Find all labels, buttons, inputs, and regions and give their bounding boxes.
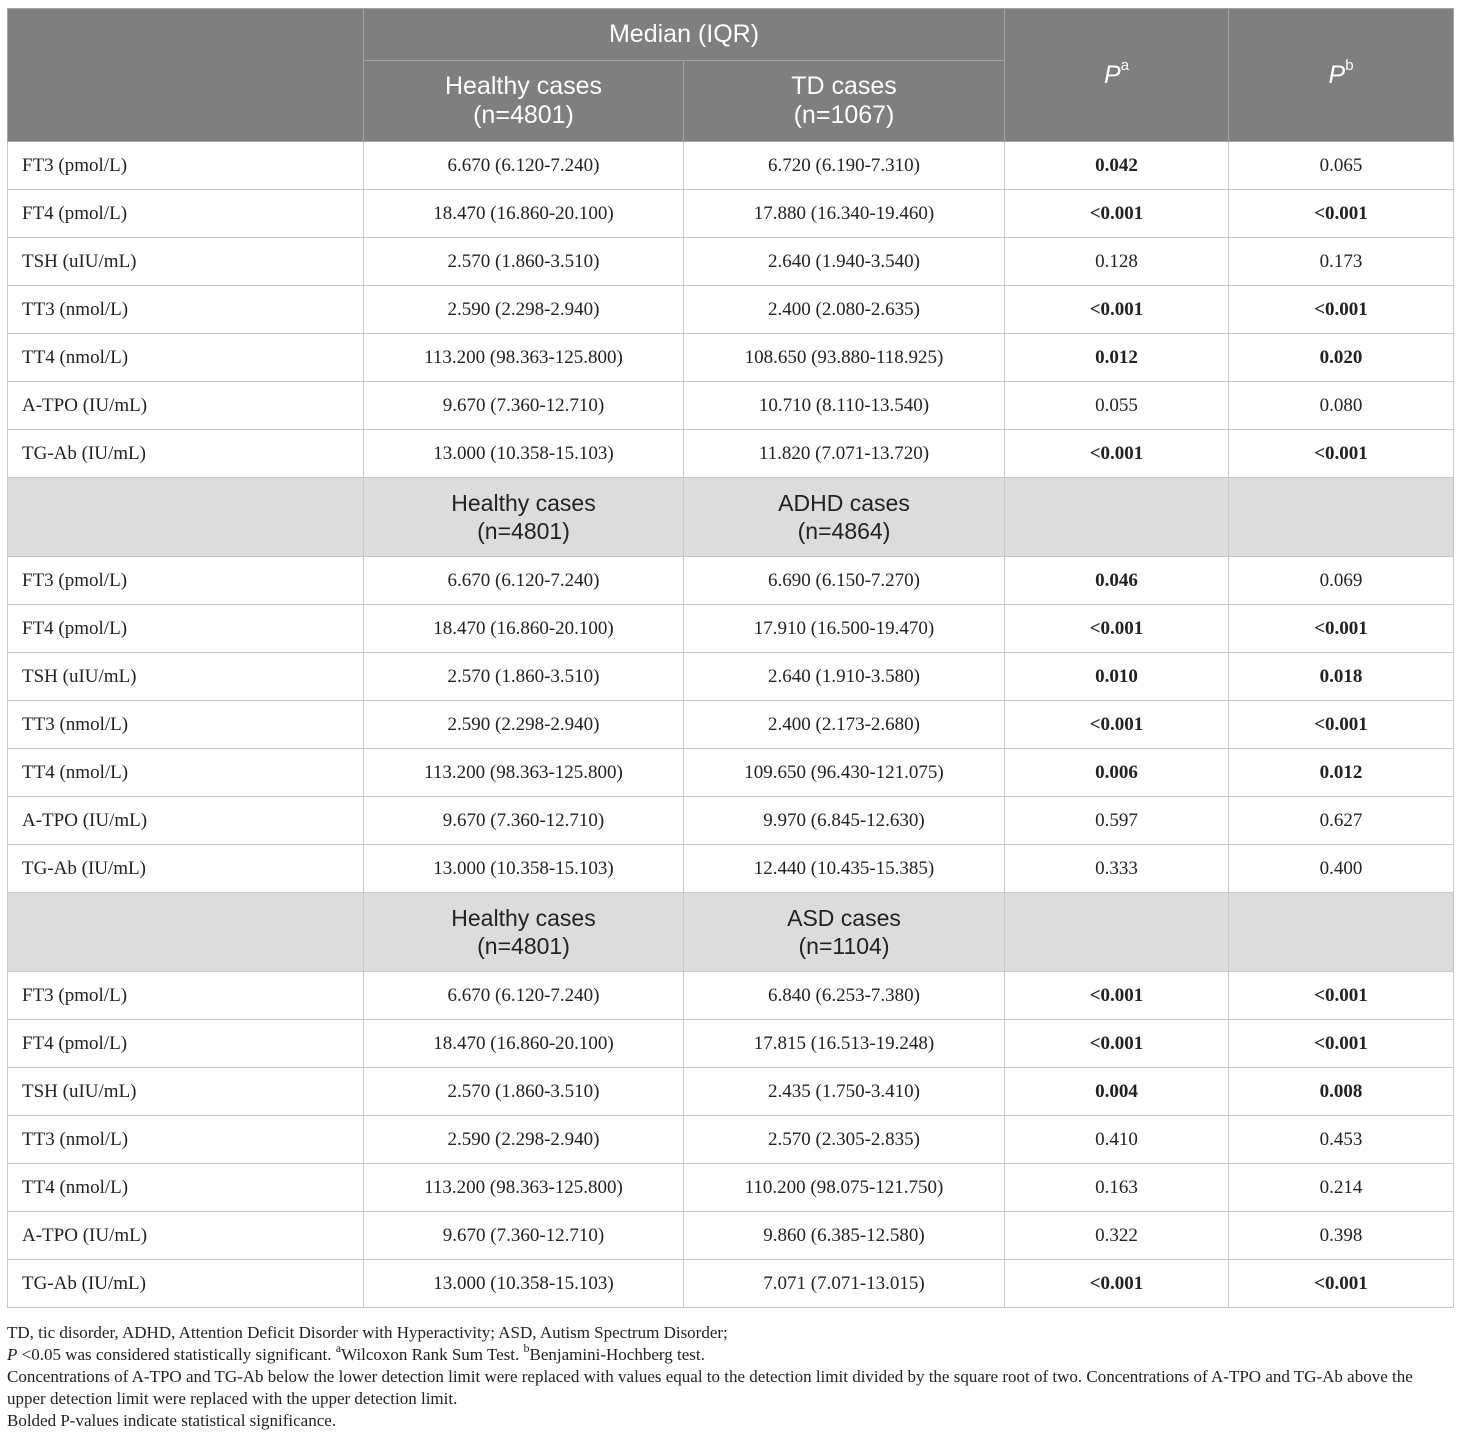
- p-a-value: <0.001: [1005, 286, 1229, 334]
- healthy-value: 113.200 (98.363-125.800): [364, 749, 684, 797]
- footnote-sup-a: a: [335, 1341, 342, 1356]
- p-b-base: P: [1328, 60, 1346, 89]
- case-value: 9.860 (6.385-12.580): [684, 1212, 1005, 1260]
- table-row: [8, 190, 1454, 238]
- case-value: 2.400 (2.080-2.635): [684, 286, 1005, 334]
- row-label: FT3 (pmol/L): [8, 557, 364, 605]
- case-value: 11.820 (7.071-13.720): [684, 430, 1005, 478]
- row-label: TT3 (nmol/L): [8, 286, 364, 334]
- p-b-value: <0.001: [1229, 972, 1454, 1020]
- healthy-value: 9.670 (7.360-12.710): [364, 382, 684, 430]
- row-label: TT3 (nmol/L): [8, 701, 364, 749]
- healthy-value: 113.200 (98.363-125.800): [364, 334, 684, 382]
- p-b-value: 0.398: [1229, 1212, 1454, 1260]
- td-header: [684, 61, 1005, 142]
- table-row: [8, 1164, 1454, 1212]
- footnote-p-italic: P: [7, 1345, 18, 1364]
- table-row: [8, 238, 1454, 286]
- td-header-n: (n=1067): [793, 101, 895, 129]
- subheader-healthy: [364, 478, 684, 557]
- case-value: 2.400 (2.173-2.680): [684, 701, 1005, 749]
- p-a-value: 0.322: [1005, 1212, 1229, 1260]
- p-b-value: 0.008: [1229, 1068, 1454, 1116]
- table-row: [8, 701, 1454, 749]
- table-row: [8, 382, 1454, 430]
- header-blank-cell: [8, 9, 364, 142]
- p-b-value: 0.020: [1229, 334, 1454, 382]
- section-subheader-row: [8, 478, 1454, 557]
- table-row: [8, 430, 1454, 478]
- case-value: 108.650 (93.880-118.925): [684, 334, 1005, 382]
- healthy-value: 13.000 (10.358-15.103): [364, 1260, 684, 1308]
- p-a-value: 0.333: [1005, 845, 1229, 893]
- results-table-container: [7, 8, 1453, 1308]
- row-label: TG-Ab (IU/mL): [8, 845, 364, 893]
- p-b-value: 0.453: [1229, 1116, 1454, 1164]
- p-a-value: <0.001: [1005, 701, 1229, 749]
- subheader-blank-cell: [8, 893, 364, 972]
- case-value: 6.690 (6.150-7.270): [684, 557, 1005, 605]
- table-row: [8, 749, 1454, 797]
- case-value: 2.640 (1.910-3.580): [684, 653, 1005, 701]
- p-a-sup: a: [1120, 57, 1130, 75]
- table-row: [8, 1260, 1454, 1308]
- subheader-case: [684, 893, 1005, 972]
- p-a-value: 0.046: [1005, 557, 1229, 605]
- row-label: TSH (uIU/mL): [8, 1068, 364, 1116]
- footnote-bolded: Bolded P-values indicate statistical significance.: [7, 1411, 337, 1430]
- p-a-value: 0.004: [1005, 1068, 1229, 1116]
- table-row: [8, 1116, 1454, 1164]
- healthy-value: 2.570 (1.860-3.510): [364, 1068, 684, 1116]
- row-label: TG-Ab (IU/mL): [8, 1260, 364, 1308]
- case-value: 17.880 (16.340-19.460): [684, 190, 1005, 238]
- healthy-value: 18.470 (16.860-20.100): [364, 605, 684, 653]
- table-row: [8, 1020, 1454, 1068]
- p-b-value: <0.001: [1229, 701, 1454, 749]
- subheader-blank-pb: [1229, 893, 1454, 972]
- p-a-value: <0.001: [1005, 190, 1229, 238]
- subheader-healthy-line: (n=4801): [477, 933, 570, 959]
- median-iqr-header: Median (IQR): [364, 9, 1005, 61]
- p-b-value: 0.400: [1229, 845, 1454, 893]
- healthy-value: 2.590 (2.298-2.940): [364, 1116, 684, 1164]
- case-value: 2.570 (2.305-2.835): [684, 1116, 1005, 1164]
- row-label: FT4 (pmol/L): [8, 605, 364, 653]
- healthy-value: 2.590 (2.298-2.940): [364, 701, 684, 749]
- p-b-value: 0.214: [1229, 1164, 1454, 1212]
- row-label: FT3 (pmol/L): [8, 142, 364, 190]
- p-b-header: [1229, 9, 1454, 142]
- p-a-value: <0.001: [1005, 430, 1229, 478]
- subheader-healthy-line: (n=4801): [477, 518, 570, 544]
- subheader-blank-pa: [1005, 893, 1229, 972]
- footnote-test-a: Wilcoxon Rank Sum Test.: [341, 1345, 524, 1364]
- row-label: TT4 (nmol/L): [8, 1164, 364, 1212]
- healthy-value: 2.570 (1.860-3.510): [364, 238, 684, 286]
- row-label: A-TPO (IU/mL): [8, 797, 364, 845]
- case-value: 10.710 (8.110-13.540): [684, 382, 1005, 430]
- table-row: [8, 653, 1454, 701]
- row-label: TSH (uIU/mL): [8, 238, 364, 286]
- footnote-abbreviations: TD, tic disorder, ADHD, Attention Deficit Disorder with Hyperactivity; ASD, Autism Spectrum Disorder;: [7, 1323, 728, 1342]
- p-b-value: 0.018: [1229, 653, 1454, 701]
- footnote-test-b: Benjamini-Hochberg test.: [529, 1345, 705, 1364]
- p-a-value: 0.163: [1005, 1164, 1229, 1212]
- subheader-case-line: ASD cases: [787, 905, 901, 931]
- p-a-value: <0.001: [1005, 605, 1229, 653]
- p-a-header: [1005, 9, 1229, 142]
- p-b-value: 0.065: [1229, 142, 1454, 190]
- subheader-blank-pb: [1229, 478, 1454, 557]
- p-b-value: 0.080: [1229, 382, 1454, 430]
- p-a-value: 0.006: [1005, 749, 1229, 797]
- row-label: TT3 (nmol/L): [8, 1116, 364, 1164]
- row-label: A-TPO (IU/mL): [8, 1212, 364, 1260]
- case-value: 6.840 (6.253-7.380): [684, 972, 1005, 1020]
- healthy-value: 13.000 (10.358-15.103): [364, 430, 684, 478]
- p-b-value: 0.069: [1229, 557, 1454, 605]
- p-b-value: <0.001: [1229, 190, 1454, 238]
- subheader-case: [684, 478, 1005, 557]
- table-row: [8, 605, 1454, 653]
- healthy-header-n: (n=4801): [473, 101, 574, 129]
- row-label: TG-Ab (IU/mL): [8, 430, 364, 478]
- table-row: [8, 1068, 1454, 1116]
- healthy-value: 6.670 (6.120-7.240): [364, 557, 684, 605]
- p-a-value: 0.597: [1005, 797, 1229, 845]
- subheader-blank-cell: [8, 478, 364, 557]
- p-b-value: <0.001: [1229, 430, 1454, 478]
- healthy-value: 18.470 (16.860-20.100): [364, 1020, 684, 1068]
- case-value: 12.440 (10.435-15.385): [684, 845, 1005, 893]
- table-row: [8, 972, 1454, 1020]
- case-value: 9.970 (6.845-12.630): [684, 797, 1005, 845]
- subheader-healthy-line: Healthy cases: [451, 490, 596, 516]
- p-a-value: <0.001: [1005, 972, 1229, 1020]
- table-body: [8, 142, 1454, 1308]
- healthy-value: 2.590 (2.298-2.940): [364, 286, 684, 334]
- p-a-value: 0.410: [1005, 1116, 1229, 1164]
- subheader-healthy: [364, 893, 684, 972]
- table-row: [8, 142, 1454, 190]
- case-value: 6.720 (6.190-7.310): [684, 142, 1005, 190]
- p-b-value: 0.173: [1229, 238, 1454, 286]
- td-header-label: TD cases: [791, 72, 897, 100]
- subheader-case-line: (n=4864): [797, 518, 891, 544]
- table-footnotes: [7, 1322, 1453, 1432]
- healthy-value: 2.570 (1.860-3.510): [364, 653, 684, 701]
- row-label: FT4 (pmol/L): [8, 1020, 364, 1068]
- table-row: [8, 845, 1454, 893]
- row-label: A-TPO (IU/mL): [8, 382, 364, 430]
- healthy-value: 9.670 (7.360-12.710): [364, 1212, 684, 1260]
- subheader-blank-pa: [1005, 478, 1229, 557]
- healthy-value: 6.670 (6.120-7.240): [364, 972, 684, 1020]
- p-a-value: 0.012: [1005, 334, 1229, 382]
- row-label: TT4 (nmol/L): [8, 334, 364, 382]
- p-b-value: 0.012: [1229, 749, 1454, 797]
- case-value: 110.200 (98.075-121.750): [684, 1164, 1005, 1212]
- row-label: FT3 (pmol/L): [8, 972, 364, 1020]
- p-b-sup: b: [1345, 57, 1354, 75]
- p-b-value: <0.001: [1229, 605, 1454, 653]
- healthy-value: 18.470 (16.860-20.100): [364, 190, 684, 238]
- table-row: [8, 286, 1454, 334]
- healthy-header-label: Healthy cases: [444, 72, 603, 100]
- case-value: 2.640 (1.940-3.540): [684, 238, 1005, 286]
- thyroid-results-table: [7, 8, 1454, 1308]
- healthy-value: 9.670 (7.360-12.710): [364, 797, 684, 845]
- table-row: [8, 334, 1454, 382]
- row-label: TSH (uIU/mL): [8, 653, 364, 701]
- case-value: 2.435 (1.750-3.410): [684, 1068, 1005, 1116]
- p-a-value: <0.001: [1005, 1260, 1229, 1308]
- table-row: [8, 797, 1454, 845]
- healthy-header: [364, 61, 684, 142]
- row-label: FT4 (pmol/L): [8, 190, 364, 238]
- case-value: 17.910 (16.500-19.470): [684, 605, 1005, 653]
- p-b-value: 0.627: [1229, 797, 1454, 845]
- healthy-value: 113.200 (98.363-125.800): [364, 1164, 684, 1212]
- footnote-detection-limits: Concentrations of A-TPO and TG-Ab below the lower detection limit were replaced with values equal to the detection limit divided by the square root of two. Concentrations of A-TPO and TG-Ab above the upper detection limit were replaced with the upper detection limit.: [7, 1367, 1413, 1408]
- p-a-base: P: [1104, 60, 1121, 89]
- row-label: TT4 (nmol/L): [8, 749, 364, 797]
- footnote-p-text: <0.05 was considered statistically significant.: [17, 1345, 336, 1364]
- p-a-value: 0.042: [1005, 142, 1229, 190]
- p-a-value: 0.128: [1005, 238, 1229, 286]
- header-row-1: [8, 9, 1454, 61]
- footnote-sup-b: b: [523, 1341, 530, 1356]
- healthy-value: 6.670 (6.120-7.240): [364, 142, 684, 190]
- subheader-case-line: (n=1104): [798, 933, 890, 959]
- footnote-significance: [7, 1341, 1453, 1366]
- section-subheader-row: [8, 893, 1454, 972]
- table-row: [8, 557, 1454, 605]
- p-a-value: 0.010: [1005, 653, 1229, 701]
- healthy-value: 13.000 (10.358-15.103): [364, 845, 684, 893]
- p-a-value: <0.001: [1005, 1020, 1229, 1068]
- p-a-value: 0.055: [1005, 382, 1229, 430]
- subheader-healthy-line: Healthy cases: [451, 905, 596, 931]
- case-value: 17.815 (16.513-19.248): [684, 1020, 1005, 1068]
- subheader-case-line: ADHD cases: [778, 490, 910, 516]
- p-b-value: <0.001: [1229, 1260, 1454, 1308]
- case-value: 109.650 (96.430-121.075): [684, 749, 1005, 797]
- p-b-value: <0.001: [1229, 286, 1454, 334]
- case-value: 7.071 (7.071-13.015): [684, 1260, 1005, 1308]
- table-row: [8, 1212, 1454, 1260]
- p-b-value: <0.001: [1229, 1020, 1454, 1068]
